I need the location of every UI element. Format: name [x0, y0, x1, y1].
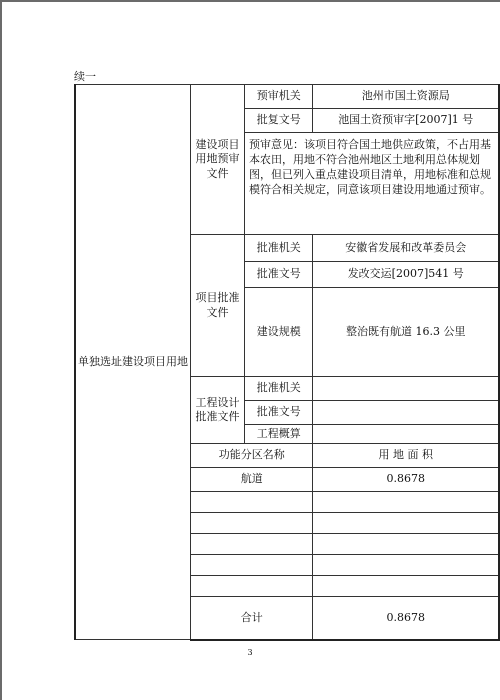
design-docno-label: 批准文号: [245, 401, 313, 425]
project-approval-section-label: 项目批准文件: [195, 291, 240, 319]
preaudit-section-label: 建设项目用地预审文件: [195, 138, 240, 180]
design-approval-section-cell: [191, 377, 245, 444]
project-authority-label: 批准机关: [245, 235, 313, 262]
zone-name: [191, 513, 313, 534]
design-authority-value: [313, 377, 499, 401]
project-docno-value: 发改交运[2007]541 号: [313, 262, 499, 288]
land-use-table: [74, 84, 500, 641]
design-authority-label: 批准机关: [245, 377, 313, 401]
preaudit-docno-value: 池国土资预审字[2007]1 号: [313, 109, 499, 133]
project-authority-value: 安徽省发展和改革委员会: [313, 235, 499, 262]
design-budget-value: [313, 425, 499, 444]
preaudit-opinion: [245, 133, 499, 235]
preaudit-section-cell: [191, 85, 245, 235]
preaudit-authority-value: 池州市国土资源局: [313, 85, 499, 109]
preaudit-opinion-text: 预审意见：该项目符合国土地供应政策，不占用基本农田，用地不符合池州地区土地利用总体规划图，但已列入重点建设项目清单，用地标准和总规模符合相关规定，同意该项目建设用地通过预审。: [249, 138, 492, 196]
zone-name: [191, 576, 313, 597]
zone-name-header: 功能分区名称: [191, 444, 313, 468]
zone-area: 0.8678: [313, 468, 499, 492]
continued-label: 续一: [74, 70, 96, 83]
zone-total-value: 0.8678: [313, 597, 499, 640]
preaudit-docno-label: 批复文号: [245, 109, 313, 133]
zone-name: [191, 555, 313, 576]
zone-area: [313, 576, 499, 597]
project-scale-value: 整治既有航道 16.3 公里: [313, 288, 499, 377]
design-budget-label: 工程概算: [245, 425, 313, 444]
outer-label-cell: [75, 85, 191, 640]
zone-area: [313, 534, 499, 555]
outer-label: 单独选址建设项目用地: [78, 354, 188, 368]
zone-name: [191, 534, 313, 555]
zone-area-header: 用 地 面 积: [313, 444, 499, 468]
project-docno-label: 批准文号: [245, 262, 313, 288]
zone-name: 航道: [191, 468, 313, 492]
preaudit-authority-label: 预审机关: [245, 85, 313, 109]
page-border-left: [0, 0, 2, 700]
page-border-top: [0, 0, 500, 2]
zone-area: [313, 492, 499, 513]
zone-name: [191, 492, 313, 513]
design-docno-value: [313, 401, 499, 425]
page-number: 3: [247, 648, 253, 657]
zone-area: [313, 513, 499, 534]
project-approval-section-cell: [191, 235, 245, 377]
zone-total-label: 合计: [191, 597, 313, 640]
zone-area: [313, 555, 499, 576]
design-approval-section-label: 工程设计批准文件: [195, 395, 240, 423]
project-scale-label: 建设规模: [245, 288, 313, 377]
